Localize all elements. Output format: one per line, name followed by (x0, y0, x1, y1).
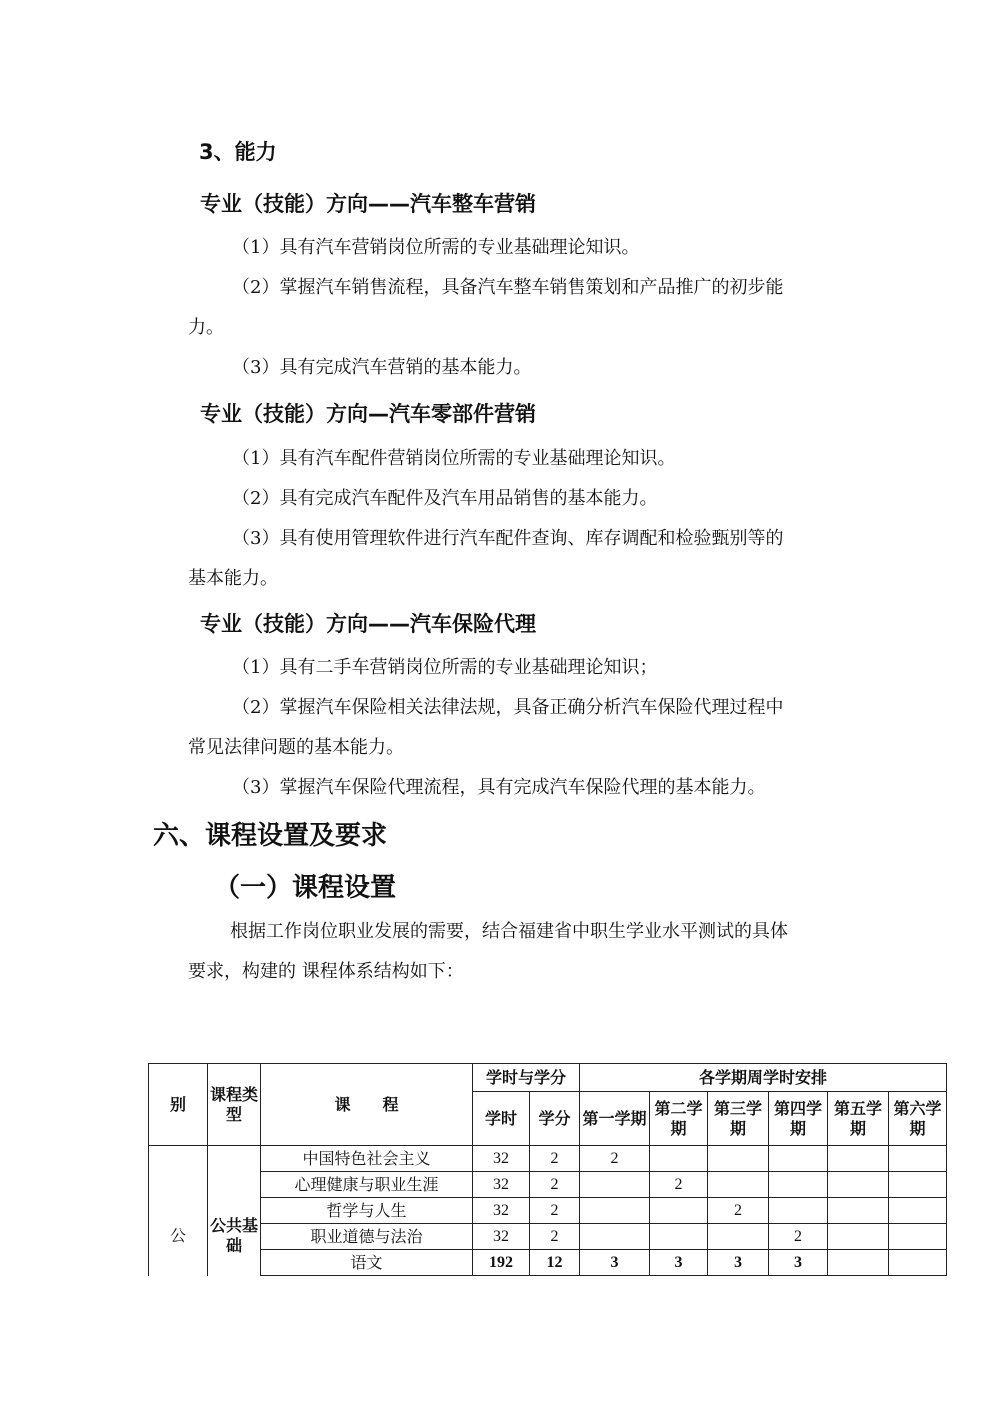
hours-cell: 192 (473, 1250, 530, 1276)
header-hours-credits: 学时与学分 (473, 1064, 580, 1092)
paragraph: （1）具有汽车配件营销岗位所需的专业基础理论知识。 (232, 448, 676, 469)
term-cell (828, 1224, 889, 1250)
term-cell (828, 1198, 889, 1224)
term-cell (708, 1224, 769, 1250)
course-name: 心理健康与职业生涯 (261, 1172, 473, 1198)
paragraph: （1）具有汽车营销岗位所需的专业基础理论知识。 (232, 237, 640, 258)
term-cell (650, 1224, 708, 1250)
header-term-6: 第六学期 (889, 1092, 947, 1146)
paragraph: （1）具有二手车营销岗位所需的专业基础理论知识； (232, 657, 658, 678)
term-cell (650, 1198, 708, 1224)
section-title-curriculum: 六、课程设置及要求 (153, 821, 388, 851)
paragraph: （3）具有使用管理软件进行汽车配件查询、库存调配和检验甄别等的 (232, 528, 784, 549)
term-cell: 3 (769, 1250, 828, 1276)
course-type-cell: 公共基础 (208, 1146, 261, 1276)
term-cell (889, 1146, 947, 1172)
paragraph: 力。 (188, 317, 224, 338)
course-name: 职业道德与法治 (261, 1224, 473, 1250)
paragraph: 要求，构建的 课程体系结构如下： (188, 961, 464, 982)
paragraph: （3）具有完成汽车营销的基本能力。 (232, 357, 532, 378)
term-cell (580, 1224, 650, 1250)
header-course: 课 程 (261, 1064, 473, 1146)
term-cell (889, 1250, 947, 1276)
term-cell (889, 1172, 947, 1198)
term-cell: 2 (650, 1172, 708, 1198)
direction-heading-insurance-agency: 专业（技能）方向——汽车保险代理 (200, 612, 536, 636)
term-cell (889, 1224, 947, 1250)
header-term-2: 第二学期 (650, 1092, 708, 1146)
hours-cell: 32 (473, 1198, 530, 1224)
credits-cell: 2 (530, 1172, 580, 1198)
course-name: 语文 (261, 1250, 473, 1276)
section-title-ability: 3、能力 (199, 140, 277, 164)
term-cell (828, 1146, 889, 1172)
table-row (149, 1146, 947, 1172)
header-term-1: 第一学期 (580, 1092, 650, 1146)
table-row (149, 1172, 947, 1198)
header-credits: 学分 (530, 1092, 580, 1146)
term-cell: 3 (650, 1250, 708, 1276)
term-cell (828, 1172, 889, 1198)
hours-cell: 32 (473, 1172, 530, 1198)
table-row (149, 1224, 947, 1250)
term-cell (580, 1198, 650, 1224)
hours-cell: 32 (473, 1146, 530, 1172)
course-table (148, 1063, 947, 1276)
table-row (149, 1198, 947, 1224)
course-name: 中国特色社会主义 (261, 1146, 473, 1172)
paragraph: 基本能力。 (188, 568, 278, 589)
header-term-4: 第四学期 (769, 1092, 828, 1146)
paragraph: 根据工作岗位职业发展的需要，结合福建省中职生学业水平测试的具体 (230, 921, 788, 942)
subsection-title-course-setup: （一）课程设置 (214, 873, 397, 903)
header-course-type: 课程类型 (208, 1064, 261, 1146)
hours-cell: 32 (473, 1224, 530, 1250)
term-cell (889, 1198, 947, 1224)
paragraph: （2）掌握汽车销售流程，具备汽车整车销售策划和产品推广的初步能 (232, 277, 784, 298)
term-cell: 3 (708, 1250, 769, 1276)
course-name: 哲学与人生 (261, 1198, 473, 1224)
term-cell (828, 1250, 889, 1276)
term-cell: 2 (769, 1224, 828, 1250)
direction-heading-parts-sales: 专业（技能）方向—汽车零部件营销 (200, 402, 536, 426)
term-cell: 2 (580, 1146, 650, 1172)
term-cell (580, 1172, 650, 1198)
term-cell (769, 1172, 828, 1198)
paragraph: （3）掌握汽车保险代理流程，具有完成汽车保险代理的基本能力。 (232, 777, 766, 798)
credits-cell: 2 (530, 1224, 580, 1250)
term-cell (708, 1172, 769, 1198)
category-cell: 公 (149, 1146, 208, 1276)
term-cell (708, 1146, 769, 1172)
table-row (149, 1250, 947, 1276)
credits-cell: 12 (530, 1250, 580, 1276)
term-cell (769, 1198, 828, 1224)
term-cell: 3 (580, 1250, 650, 1276)
term-cell: 2 (708, 1198, 769, 1224)
header-term-5: 第五学期 (828, 1092, 889, 1146)
header-hours: 学时 (473, 1092, 530, 1146)
paragraph: 常见法律问题的基本能力。 (188, 737, 404, 758)
term-cell (650, 1146, 708, 1172)
credits-cell: 2 (530, 1198, 580, 1224)
credits-cell: 2 (530, 1146, 580, 1172)
header-category: 别 (149, 1064, 208, 1146)
term-cell (769, 1146, 828, 1172)
paragraph: （2）具有完成汽车配件及汽车用品销售的基本能力。 (232, 488, 658, 509)
header-term-schedule: 各学期周学时安排 (580, 1064, 947, 1092)
header-term-3: 第三学期 (708, 1092, 769, 1146)
direction-heading-vehicle-sales: 专业（技能）方向——汽车整车营销 (200, 192, 536, 216)
paragraph: （2）掌握汽车保险相关法律法规，具备正确分析汽车保险代理过程中 (232, 697, 784, 718)
